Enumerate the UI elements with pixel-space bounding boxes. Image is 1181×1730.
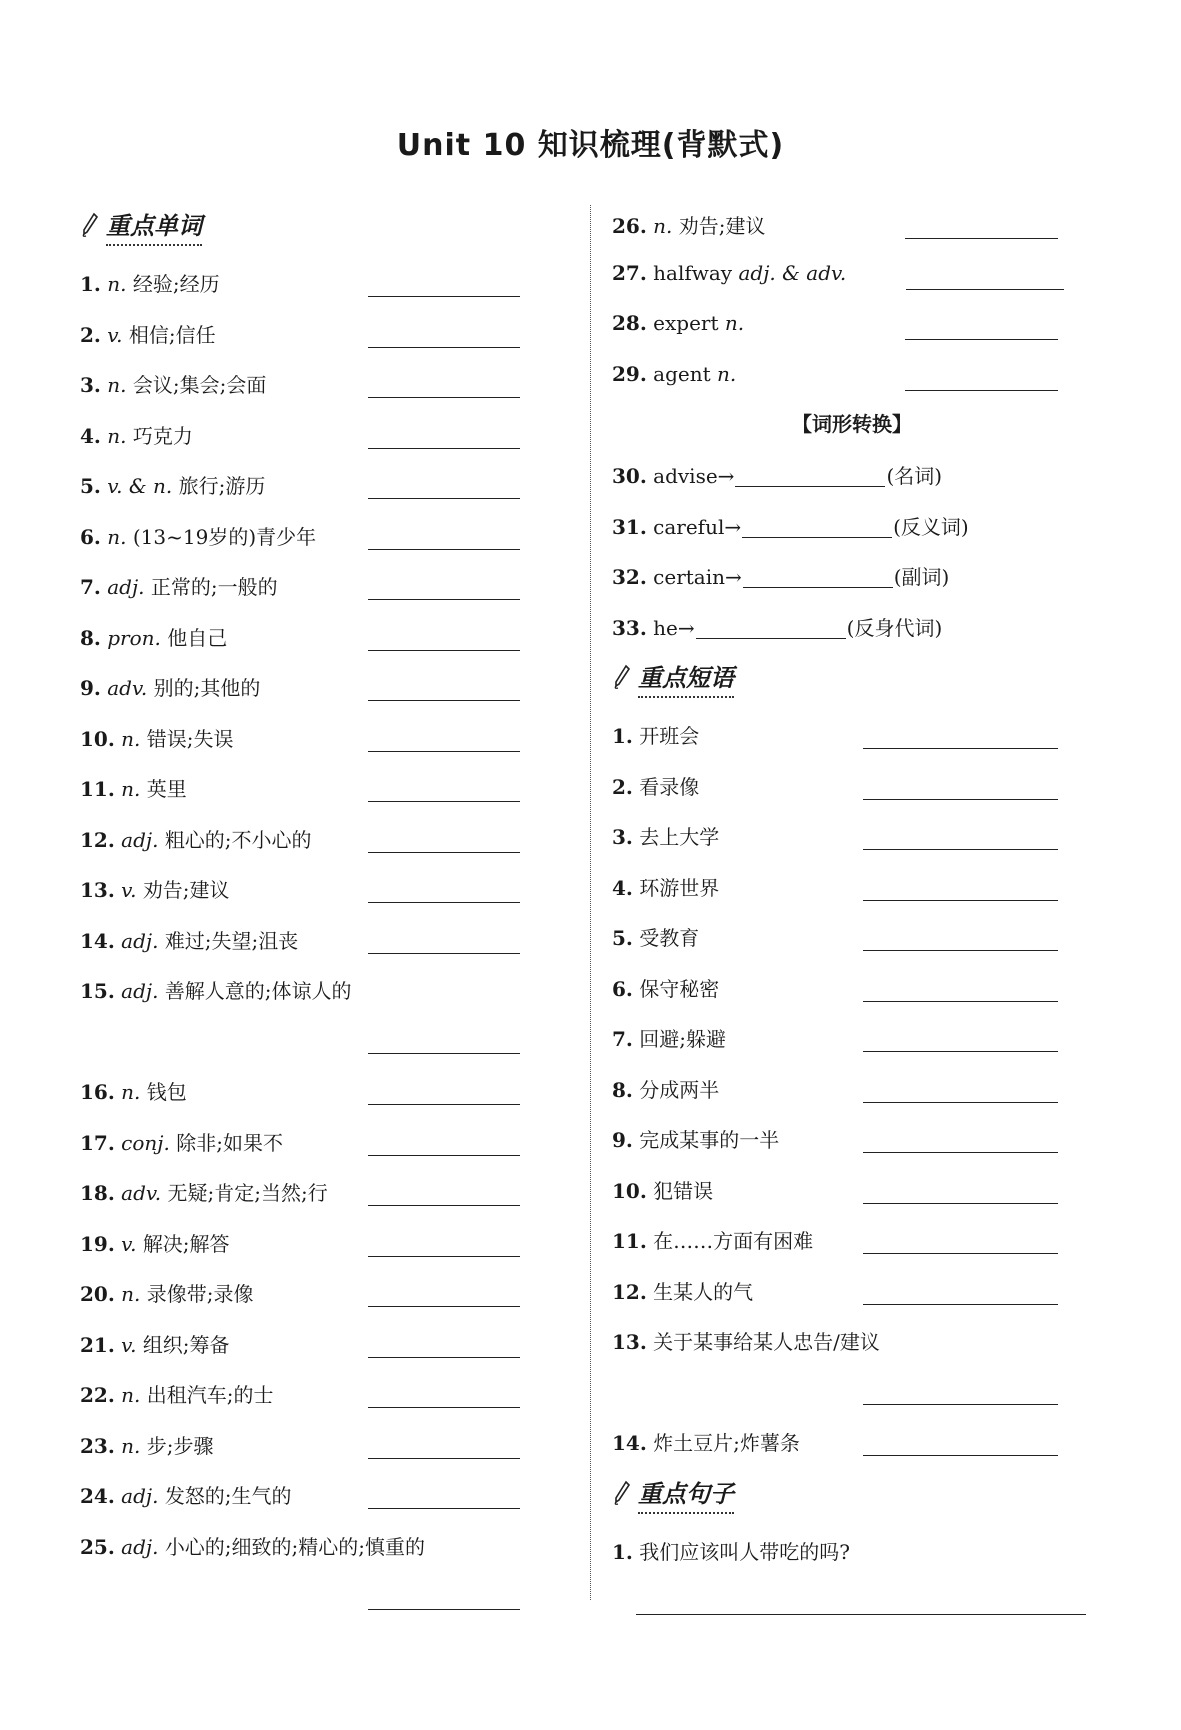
item-number: 29. (612, 361, 647, 386)
sentence-item (612, 1526, 1092, 1627)
section-title: 重点句子 (638, 1474, 734, 1514)
word-item (612, 301, 1092, 352)
word-item (80, 814, 520, 865)
chinese-meaning: 出租汽车;的士 (146, 1383, 274, 1407)
answer-blank[interactable] (368, 448, 520, 449)
item-number: 13. (612, 1330, 647, 1354)
chinese-meaning: 除非;如果不 (176, 1130, 283, 1155)
chinese-meaning: 无疑;肯定;当然;行 (167, 1181, 328, 1205)
part-of-speech: n. (121, 1383, 141, 1407)
item-number: 31. (612, 514, 647, 539)
item-text (80, 874, 230, 903)
answer-blank[interactable] (368, 1357, 520, 1358)
phrase-item (612, 1417, 1092, 1468)
answer-blank[interactable] (863, 1253, 1058, 1254)
part-of-speech: adj. (121, 928, 159, 953)
item-number: 20. (80, 1282, 115, 1306)
item-number: 21. (80, 1332, 115, 1357)
item-number: 25. (80, 1534, 115, 1559)
item-number: 4. (612, 875, 633, 900)
item-text (612, 872, 719, 901)
answer-blank[interactable] (905, 390, 1058, 391)
chinese-phrase: 炸土豆片;炸薯条 (653, 1431, 800, 1455)
answer-blank[interactable] (368, 1053, 520, 1054)
item-text (612, 1023, 726, 1052)
chinese-phrase: 关于某事给某人忠告/建议 (653, 1330, 880, 1354)
part-of-speech: v. (121, 878, 137, 902)
chinese-meaning: 英里 (146, 777, 187, 801)
word-list-left (80, 258, 520, 1622)
word-item (80, 1268, 520, 1319)
english-word: agent (653, 361, 711, 386)
item-number: 26. (612, 214, 647, 238)
part-of-speech: n. (121, 726, 141, 751)
chinese-meaning: 劝告;建议 (142, 878, 230, 902)
answer-blank[interactable] (905, 339, 1058, 340)
item-number: 1. (80, 272, 101, 296)
english-word: expert (653, 311, 719, 335)
phrase-item (612, 1064, 1092, 1115)
answer-blank[interactable] (863, 1001, 1058, 1002)
section-title: 重点单词 (106, 206, 202, 246)
item-number: 8. (612, 1077, 633, 1102)
chinese-phrase: 受教育 (639, 926, 700, 950)
item-number: 12. (80, 827, 115, 852)
english-word: he→ (653, 615, 695, 640)
answer-blank[interactable] (906, 289, 1064, 290)
part-of-speech: conj. (121, 1130, 170, 1155)
item-number: 23. (80, 1433, 115, 1458)
chinese-meaning: 善解人意的;体谅人的 (164, 979, 352, 1003)
answer-blank[interactable] (742, 537, 892, 538)
answer-blank[interactable] (863, 1203, 1058, 1204)
part-of-speech: n. (121, 1080, 141, 1104)
chinese-meaning: 他自己 (167, 625, 228, 650)
answer-blank[interactable] (863, 1102, 1058, 1103)
item-text (612, 1175, 713, 1204)
item-number: 19. (80, 1231, 115, 1256)
sentence-list (612, 1526, 1092, 1627)
part-of-speech: adj. (121, 1484, 159, 1508)
item-number: 33. (612, 615, 647, 640)
phrase-item (612, 963, 1092, 1014)
item-number: 10. (80, 726, 115, 751)
answer-blank[interactable] (863, 748, 1058, 749)
answer-line[interactable] (636, 1614, 1086, 1615)
item-number: 7. (80, 575, 101, 599)
answer-blank[interactable] (368, 852, 520, 853)
answer-blank[interactable] (368, 1407, 520, 1408)
phrase-item (612, 1266, 1092, 1317)
word-forms-heading: 【词形转换】 (792, 412, 912, 436)
answer-blank[interactable] (863, 1404, 1058, 1405)
part-of-speech: adj. (121, 827, 159, 852)
part-of-speech: adj. (107, 575, 145, 599)
pen-icon (612, 1480, 632, 1506)
item-text (80, 1127, 283, 1156)
part-of-speech: n. (121, 777, 141, 801)
item-text (612, 1225, 813, 1254)
chinese-phrase: 生某人的气 (653, 1279, 754, 1304)
item-number: 24. (80, 1484, 115, 1508)
part-of-speech: n. (107, 524, 127, 549)
item-text (80, 1480, 292, 1509)
item-text (80, 672, 260, 701)
part-of-speech: n. (121, 1282, 141, 1306)
chinese-meaning: 经验;经历 (132, 272, 220, 296)
chinese-phrase: 分成两半 (639, 1077, 720, 1102)
part-of-speech: v. (107, 322, 123, 347)
word-item (80, 1369, 520, 1420)
chinese-meaning: 解决;解答 (142, 1231, 230, 1256)
phrase-item (612, 761, 1092, 812)
part-of-speech: v. & n. (107, 474, 173, 498)
phrase-item (612, 912, 1092, 963)
part-of-speech: n. (121, 1433, 141, 1458)
word-item (80, 410, 520, 461)
item-number: 15. (80, 979, 115, 1003)
hint-text: (名词) (886, 464, 943, 488)
answer-blank[interactable] (905, 238, 1058, 239)
answer-blank[interactable] (368, 650, 520, 651)
chinese-meaning: 会议;集会;会面 (132, 373, 267, 397)
item-number: 27. (612, 260, 647, 285)
phrase-item (612, 862, 1092, 913)
phrase-list (612, 710, 1092, 1468)
word-item (80, 1066, 520, 1117)
word-item (80, 965, 520, 1066)
item-number: 1. (612, 724, 633, 748)
word-item (80, 1319, 520, 1370)
item-text (80, 319, 216, 348)
part-of-speech: n. (653, 214, 673, 238)
item-text (612, 1326, 880, 1355)
phrase-item (612, 1165, 1092, 1216)
word-item (80, 511, 520, 562)
column-divider (590, 205, 591, 1600)
item-number: 11. (80, 777, 115, 801)
word-form-item (612, 551, 1092, 602)
answer-blank[interactable] (368, 1155, 520, 1156)
item-text (80, 1177, 328, 1206)
part-of-speech: adj. & adv. (738, 260, 847, 285)
word-forms-list (612, 450, 1092, 652)
item-text (80, 571, 278, 600)
item-text (80, 369, 266, 398)
item-number: 30. (612, 464, 647, 488)
item-text (612, 362, 736, 386)
word-item (80, 864, 520, 915)
item-text (612, 1276, 753, 1305)
part-of-speech: pron. (107, 625, 161, 650)
item-text (80, 723, 234, 752)
chinese-sentence: 我们应该叫人带吃的吗? (639, 1539, 850, 1564)
chinese-meaning: 旅行;游历 (178, 474, 266, 498)
page-title: Unit 10 知识梳理(背默式) (396, 128, 785, 163)
answer-blank[interactable] (368, 1609, 520, 1610)
word-item (80, 309, 520, 360)
chinese-meaning: 相信;信任 (128, 322, 216, 347)
chinese-phrase: 去上大学 (639, 825, 720, 849)
item-number: 16. (80, 1080, 115, 1104)
section-title: 重点短语 (638, 658, 734, 698)
item-text (612, 1124, 779, 1153)
item-text (80, 1329, 230, 1358)
hint-text: (副词) (893, 565, 950, 589)
item-number: 4. (80, 423, 101, 448)
word-item (80, 662, 520, 713)
item-number: 5. (612, 926, 633, 950)
item-number: 12. (612, 1279, 647, 1304)
item-text (80, 521, 316, 550)
hint-text: (反义词) (893, 514, 969, 539)
chinese-meaning: 劝告;建议 (678, 214, 766, 238)
answer-blank[interactable] (696, 638, 846, 639)
chinese-meaning: 别的;其他的 (153, 676, 261, 700)
chinese-meaning: 发怒的;生气的 (164, 1484, 292, 1508)
word-item (612, 200, 1092, 251)
chinese-phrase: 环游世界 (639, 875, 720, 900)
item-text (80, 1278, 254, 1307)
section-header-sentences (612, 1468, 1092, 1518)
answer-blank[interactable] (368, 1508, 520, 1509)
word-form-item (612, 602, 1092, 653)
item-number: 9. (612, 1128, 633, 1152)
answer-blank[interactable] (368, 347, 520, 348)
item-text (80, 622, 227, 651)
item-text (612, 720, 699, 749)
item-text (612, 973, 719, 1002)
pen-icon (80, 212, 100, 238)
chinese-phrase: 开班会 (639, 724, 700, 748)
answer-blank[interactable] (368, 1104, 520, 1105)
answer-blank[interactable] (863, 1304, 1058, 1305)
answer-blank[interactable] (368, 296, 520, 297)
phrase-item (612, 1013, 1092, 1064)
part-of-speech: n. (724, 311, 745, 335)
answer-blank[interactable] (863, 849, 1058, 850)
item-text (612, 311, 744, 335)
item-text (80, 420, 193, 449)
item-number: 17. (80, 1130, 115, 1155)
phrase-item (612, 1114, 1092, 1165)
chinese-phrase: 犯错误 (653, 1178, 714, 1203)
item-number: 32. (612, 565, 647, 589)
answer-blank[interactable] (368, 1256, 520, 1257)
item-number: 3. (612, 825, 633, 849)
chinese-meaning: 组织;筹备 (142, 1332, 230, 1357)
item-number: 11. (612, 1229, 647, 1253)
word-item (80, 1470, 520, 1521)
answer-blank[interactable] (368, 1205, 520, 1206)
word-item (80, 763, 520, 814)
item-text (80, 925, 298, 954)
item-number: 6. (80, 524, 101, 549)
word-item (80, 460, 520, 511)
item-text (80, 773, 187, 802)
answer-blank[interactable] (368, 397, 520, 398)
part-of-speech: v. (121, 1332, 137, 1357)
english-word: advise→ (653, 464, 735, 488)
word-item (80, 1117, 520, 1168)
item-number: 14. (612, 1431, 647, 1455)
item-number: 18. (80, 1181, 115, 1205)
item-text (80, 1430, 214, 1459)
answer-blank[interactable] (863, 799, 1058, 800)
item-text (612, 771, 699, 800)
chinese-meaning: 错误;失误 (146, 726, 234, 751)
chinese-meaning: (13~19岁的)青少年 (132, 524, 317, 549)
item-text (80, 1379, 274, 1408)
item-text (80, 975, 352, 1004)
item-number: 22. (80, 1383, 115, 1407)
phrase-item (612, 1316, 1092, 1417)
item-text (612, 261, 846, 285)
answer-blank[interactable] (863, 900, 1058, 901)
word-item (612, 352, 1092, 403)
chinese-meaning: 录像带;录像 (146, 1282, 254, 1306)
chinese-meaning: 小心的;细致的;精心的;慎重的 (164, 1534, 426, 1559)
item-number: 10. (612, 1178, 647, 1203)
item-text (612, 1427, 800, 1456)
item-number: 13. (80, 878, 115, 902)
part-of-speech: adj. (121, 1534, 159, 1559)
right-column (612, 200, 1092, 1627)
english-word: certain→ (653, 565, 742, 589)
word-item (80, 612, 520, 663)
item-text (612, 210, 766, 239)
item-number: 8. (80, 625, 101, 650)
part-of-speech: adj. (121, 979, 159, 1003)
word-item (80, 561, 520, 612)
answer-blank[interactable] (368, 751, 520, 752)
item-number: 2. (612, 774, 633, 799)
english-word: halfway (653, 260, 733, 285)
part-of-speech: adv. (107, 676, 148, 700)
word-item (80, 1167, 520, 1218)
item-number: 28. (612, 311, 647, 335)
word-item (80, 258, 520, 309)
part-of-speech: n. (107, 373, 127, 397)
word-item (80, 1420, 520, 1471)
item-text (612, 612, 942, 641)
answer-blank[interactable] (368, 902, 520, 903)
answer-blank[interactable] (368, 599, 520, 600)
word-item (80, 713, 520, 764)
chinese-phrase: 在……方面有困难 (653, 1229, 814, 1253)
answer-blank[interactable] (743, 587, 893, 588)
word-item (612, 251, 1092, 302)
item-number: 9. (80, 676, 101, 700)
chinese-meaning: 巧克力 (132, 423, 193, 448)
chinese-meaning: 粗心的;不小心的 (164, 827, 312, 852)
answer-blank[interactable] (368, 1306, 520, 1307)
word-item (80, 1218, 520, 1269)
item-text (80, 470, 265, 499)
item-text (612, 1536, 850, 1565)
part-of-speech: n. (107, 272, 127, 296)
chinese-meaning: 钱包 (146, 1080, 187, 1104)
word-form-item (612, 501, 1092, 552)
item-text (612, 1074, 719, 1103)
chinese-meaning: 难过;失望;沮丧 (164, 928, 299, 953)
answer-blank[interactable] (863, 950, 1058, 951)
item-text (612, 511, 969, 540)
item-text (80, 1531, 425, 1560)
word-form-item (612, 450, 1092, 501)
word-item (80, 915, 520, 966)
item-text (80, 268, 220, 297)
chinese-meaning: 正常的;一般的 (150, 575, 278, 599)
answer-blank[interactable] (735, 486, 885, 487)
word-item (80, 359, 520, 410)
answer-blank[interactable] (863, 1051, 1058, 1052)
chinese-phrase: 看录像 (639, 774, 700, 799)
chinese-phrase: 保守秘密 (639, 976, 720, 1001)
section-header-words (80, 200, 520, 250)
part-of-speech: n. (107, 423, 127, 448)
pen-icon (612, 664, 632, 690)
answer-blank[interactable] (368, 801, 520, 802)
item-text (80, 1076, 187, 1105)
section-header-phrases (612, 652, 1092, 702)
item-number: 7. (612, 1027, 633, 1051)
answer-blank[interactable] (863, 1455, 1058, 1456)
word-item (80, 1521, 520, 1622)
part-of-speech: adv. (121, 1181, 162, 1205)
part-of-speech: n. (717, 361, 737, 386)
chinese-meaning: 步;步骤 (146, 1433, 214, 1458)
chinese-phrase: 回避;躲避 (639, 1027, 726, 1051)
item-text (612, 922, 699, 951)
chinese-phrase: 完成某事的一半 (639, 1128, 780, 1152)
left-column (80, 200, 520, 1622)
item-text (80, 824, 312, 853)
phrase-item (612, 811, 1092, 862)
item-number: 2. (80, 322, 101, 347)
item-text (612, 821, 719, 850)
answer-blank[interactable] (368, 700, 520, 701)
word-list-right (612, 200, 1092, 402)
answer-blank[interactable] (368, 1458, 520, 1459)
answer-blank[interactable] (863, 1152, 1058, 1153)
answer-blank[interactable] (368, 498, 520, 499)
part-of-speech: v. (121, 1231, 137, 1256)
item-number: 6. (612, 976, 633, 1001)
phrase-item (612, 1215, 1092, 1266)
item-number: 5. (80, 474, 101, 498)
hint-text: (反身代词) (846, 615, 943, 640)
english-word: careful→ (653, 514, 742, 539)
answer-blank[interactable] (368, 953, 520, 954)
item-number: 14. (80, 928, 115, 953)
phrase-item (612, 710, 1092, 761)
item-number: 3. (80, 373, 101, 397)
answer-blank[interactable] (368, 549, 520, 550)
item-text (80, 1228, 230, 1257)
item-number: 1. (612, 1539, 633, 1564)
item-text (612, 561, 949, 590)
item-text (612, 460, 942, 489)
